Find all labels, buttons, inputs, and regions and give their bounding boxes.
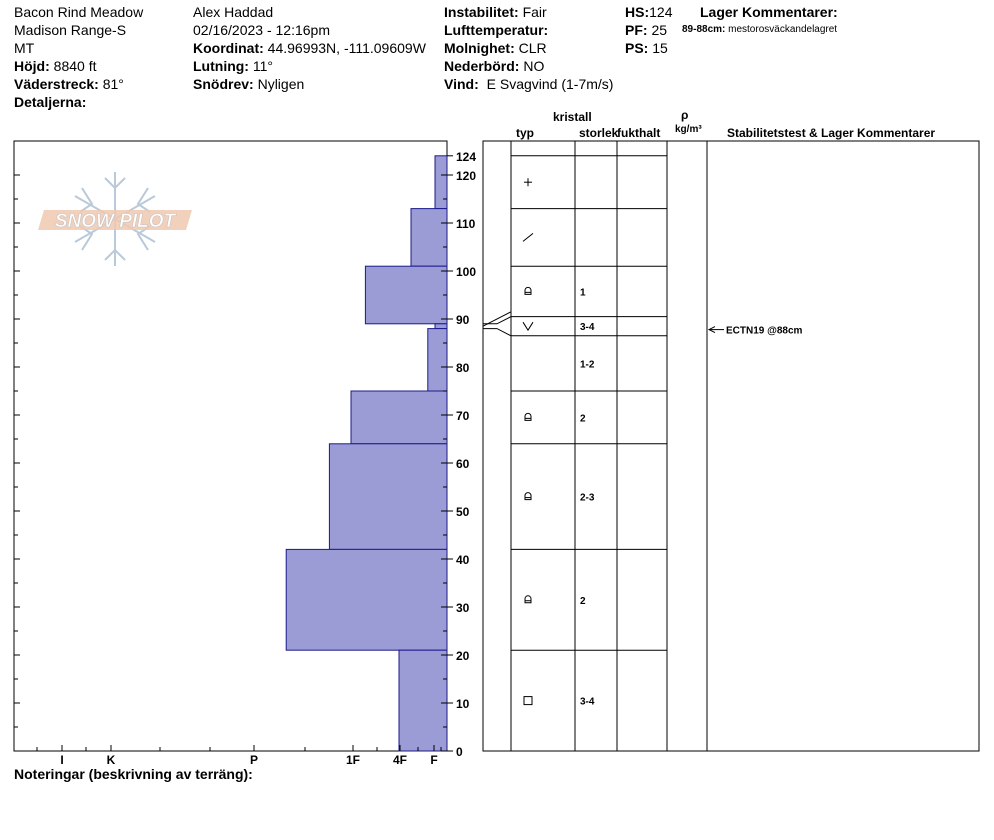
slope-value: 11° <box>252 58 274 74</box>
snowpilot-logo <box>38 172 192 266</box>
slash-icon <box>523 233 533 241</box>
grain-size-6: 2-3 <box>580 492 595 504</box>
layer-connector-top <box>483 317 511 324</box>
hardness-bar-1 <box>411 209 447 267</box>
hardness-bar-6 <box>329 444 447 550</box>
layer-comment-range: 89-88cm: <box>682 24 726 35</box>
wind-value: E Svagvind (1-7m/s) <box>486 76 614 92</box>
instability-value: Fair <box>522 4 547 20</box>
col-type-header: typ <box>516 126 534 140</box>
hardness-label-4F: 4F <box>392 753 408 767</box>
coord-label: Koordinat: <box>193 40 264 56</box>
hs-value: 124 <box>649 4 673 20</box>
instability-label: Instabilitet: <box>444 4 519 20</box>
grain-size-4: 1-2 <box>580 359 595 371</box>
drift-value: Nyligen <box>257 76 305 92</box>
grain-symbol-2 <box>525 287 531 294</box>
grain-symbol-5 <box>525 413 531 420</box>
height-label-124: 124 <box>456 149 477 164</box>
observation-datetime: 02/16/2023 - 12:16pm <box>193 22 330 38</box>
height-label-70: 70 <box>456 409 470 423</box>
grain-size-3: 3-4 <box>580 322 595 334</box>
grain-size-8: 3-4 <box>580 696 595 708</box>
col-crystal-header: kristall <box>553 110 592 124</box>
hardness-label-K: K <box>106 753 116 767</box>
grain-size-5: 2 <box>580 413 586 425</box>
height-label-30: 30 <box>456 601 470 615</box>
hardness-bar-8 <box>399 650 447 751</box>
height-label-40: 40 <box>456 553 470 567</box>
drift-label: Snödrev: <box>193 76 254 92</box>
ps-value: 15 <box>652 40 668 56</box>
hardness-axis-labels <box>37 745 441 767</box>
col-size-header: storlek <box>579 126 619 140</box>
pf-value: 25 <box>651 22 668 38</box>
height-label-100: 100 <box>456 265 477 279</box>
hardness-bar-4 <box>428 329 447 391</box>
hardness-label-1F: 1F <box>345 753 361 767</box>
hardness-bar-2 <box>365 266 447 324</box>
hardness-bar-3 <box>435 324 447 329</box>
aspect-value: 81° <box>102 76 124 92</box>
notes-label: Noteringar (beskrivning av terräng): <box>14 766 253 782</box>
height-label-120: 120 <box>456 169 477 183</box>
height-label-90: 90 <box>456 313 470 327</box>
pf-label: PF: <box>625 22 648 38</box>
grain-symbol-1 <box>523 233 533 241</box>
observer-name: Alex Haddad <box>193 4 274 20</box>
height-label-80: 80 <box>456 361 470 375</box>
layer-comment-text: mestorosväckandelagret <box>728 24 838 35</box>
logo-text: SNOW PILOT <box>54 211 176 232</box>
details-label: Detaljerna: <box>14 94 87 110</box>
height-label-50: 50 <box>456 505 470 519</box>
aspect-label: Väderstreck: <box>14 76 99 92</box>
grain-symbol-7 <box>525 596 531 603</box>
grain-size-2: 1 <box>580 287 586 299</box>
clouds-label: Molnighet: <box>444 40 515 56</box>
grain-table-frame <box>483 141 979 751</box>
test-label-0: ECTN19 @88cm <box>726 325 803 337</box>
grain-symbol-8 <box>524 697 532 705</box>
hardness-bars <box>286 156 447 751</box>
grain-size-7: 2 <box>580 595 586 607</box>
slope-label: Lutning: <box>193 58 249 74</box>
height-label-60: 60 <box>456 457 470 471</box>
elevation-label: Höjd: <box>14 58 50 74</box>
height-label-0: 0 <box>456 745 463 759</box>
hardness-label-I: I <box>60 753 64 767</box>
precip-label: Nederbörd: <box>444 58 520 74</box>
elevation-value: 8840 ft <box>53 58 97 74</box>
hardness-label-F: F <box>430 753 438 767</box>
surface-hoar-icon <box>523 322 533 330</box>
hs-label: HS: <box>625 4 650 20</box>
ps-label: PS: <box>625 40 649 56</box>
grain-symbol-0 <box>524 178 532 186</box>
hardness-bar-5 <box>351 391 447 444</box>
hardness-bar-0 <box>435 156 447 209</box>
stability-tests <box>709 326 803 337</box>
height-label-10: 10 <box>456 697 470 711</box>
col-moisture-header: fukthalt <box>617 126 661 140</box>
rounded-grain-icon <box>525 493 531 500</box>
rounded-grain-icon <box>525 287 531 294</box>
rounded-grain-icon <box>525 413 531 420</box>
hardness-bar-7 <box>286 549 447 650</box>
height-label-20: 20 <box>456 649 470 663</box>
col-stability-header: Stabilitetstest & Lager Kommentarer <box>727 126 936 140</box>
col-rho-header: ρ <box>681 108 689 122</box>
location-name: Bacon Rind Meadow <box>14 4 144 20</box>
range-name: Madison Range-S <box>14 22 127 38</box>
layer-comments-title: Lager Kommentarer: <box>700 4 838 20</box>
square-grain-icon <box>524 697 532 705</box>
clouds-value: CLR <box>518 40 547 56</box>
grain-symbol-6 <box>525 493 531 500</box>
wind-label: Vind: <box>444 76 479 92</box>
airtemp-label: Lufttemperatur: <box>444 22 549 38</box>
coord-value: 44.96993N, -111.09609W <box>267 40 426 56</box>
precip-value: NO <box>523 58 545 74</box>
grain-symbol-3 <box>523 322 533 330</box>
col-density-unit: kg/m³ <box>675 124 702 135</box>
hardness-label-P: P <box>249 753 259 767</box>
state-name: MT <box>14 40 35 56</box>
rounded-grain-icon <box>525 596 531 603</box>
layer-connector-bottom <box>483 329 511 336</box>
height-label-110: 110 <box>456 217 476 231</box>
